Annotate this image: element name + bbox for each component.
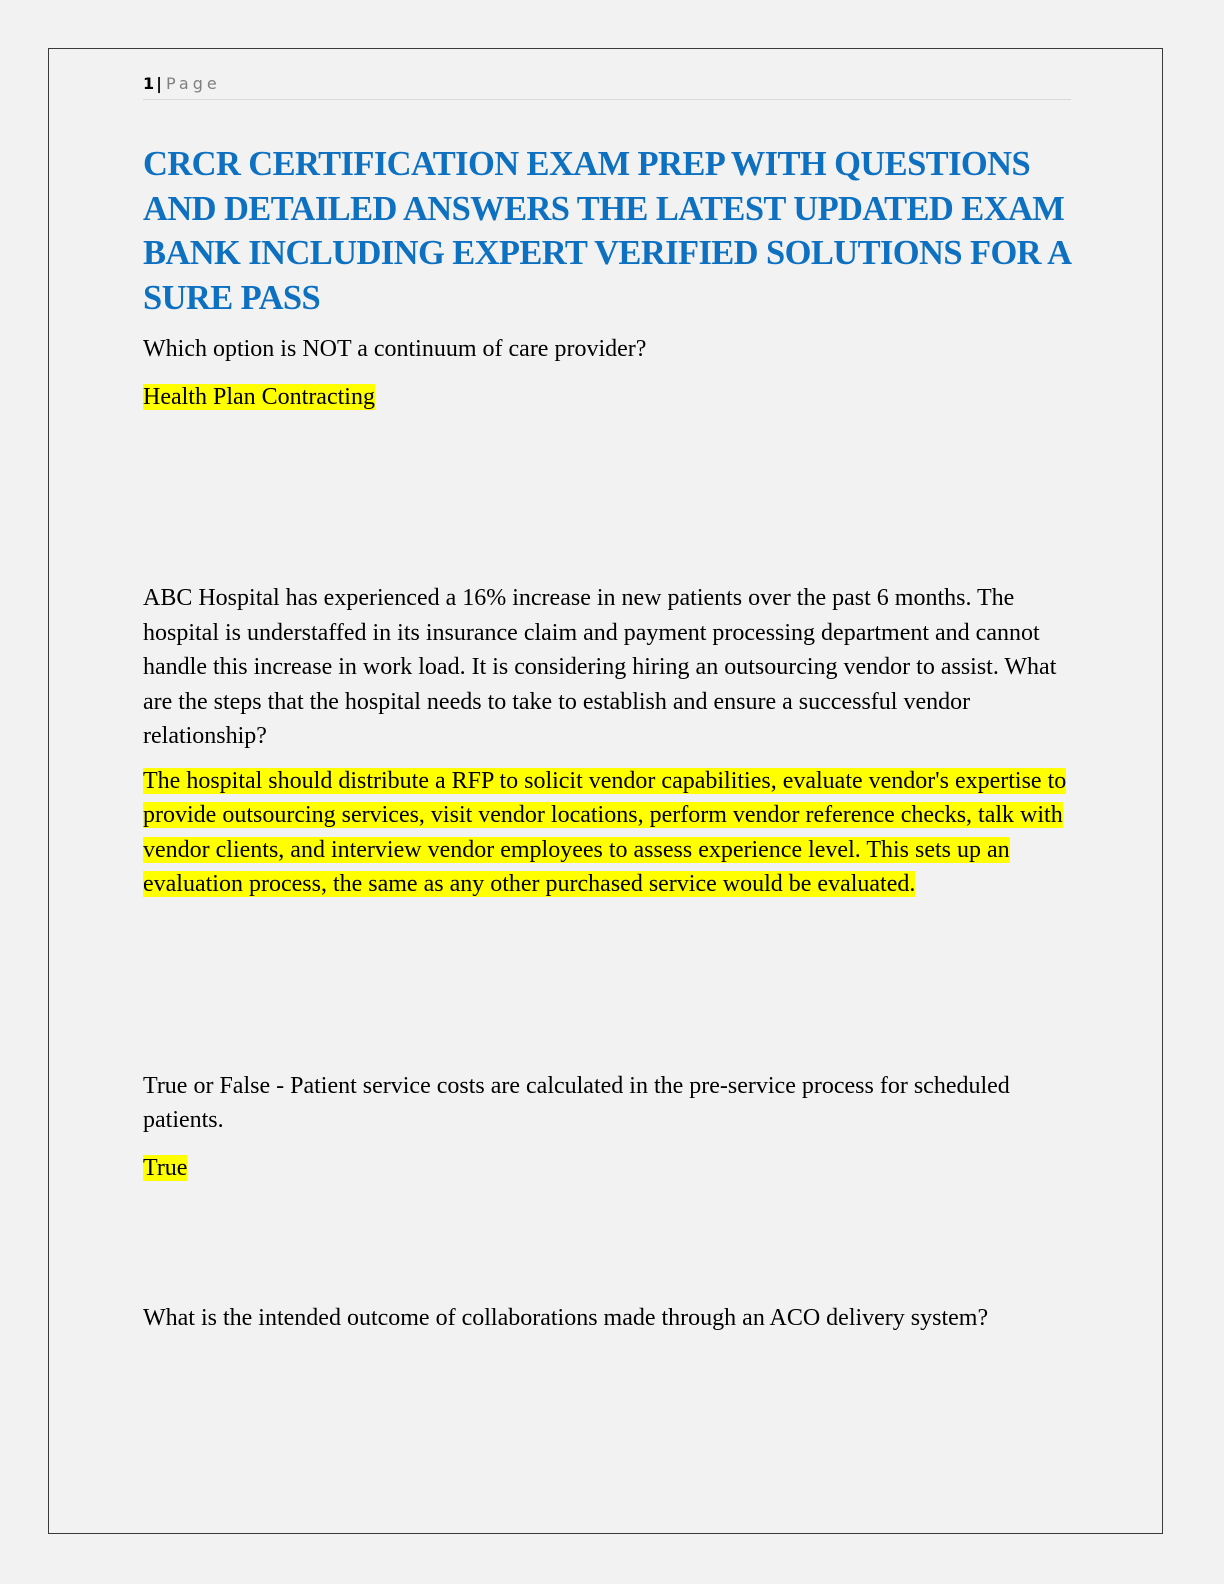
answer-1: Health Plan Contracting <box>143 383 375 410</box>
question-1: Which option is NOT a continuum of care provider? <box>143 336 647 362</box>
header-separator: | <box>156 74 162 93</box>
answer-3: True <box>143 1154 188 1181</box>
page-label: Page <box>165 74 221 93</box>
answer-2: The hospital should distribute a RFP to solicit vendor capabilities, evaluate vendor's expertise to provide outsourcing services, visit vendor locations, perform vendor reference checks, talk with vendor clients, and interview vendor employees to assess experience level. This sets up an evaluation process, the same as any other purchased service would be evaluated. <box>143 767 1067 897</box>
page-number: 1 <box>143 74 155 93</box>
question-2: ABC Hospital has experienced a 16% increase in new patients over the past 6 months. The hospital is understaffed in its insurance claim and payment processing department and cannot handle this increase in work load. It is considering hiring an outsourcing vendor to assist. What are the steps that the hospital needs to take to establish and ensure a successful vendor relationship? <box>143 585 1057 749</box>
question-4: What is the intended outcome of collaborations made through an ACO delivery system? <box>143 1305 989 1331</box>
document-body <box>143 142 1073 1336</box>
question-3: True or False - Patient service costs are calculated in the pre-service process for scheduled patients. <box>143 1072 1010 1133</box>
page-header <box>143 72 1071 100</box>
document-title: CRCR CERTIFICATION EXAM PREP WITH QUESTIONS AND DETAILED ANSWERS THE LATEST UPDATED EXAM BANK INCLUDING EXPERT VERIFIED SOLUTIONS FOR A SURE PASS <box>143 145 1070 317</box>
